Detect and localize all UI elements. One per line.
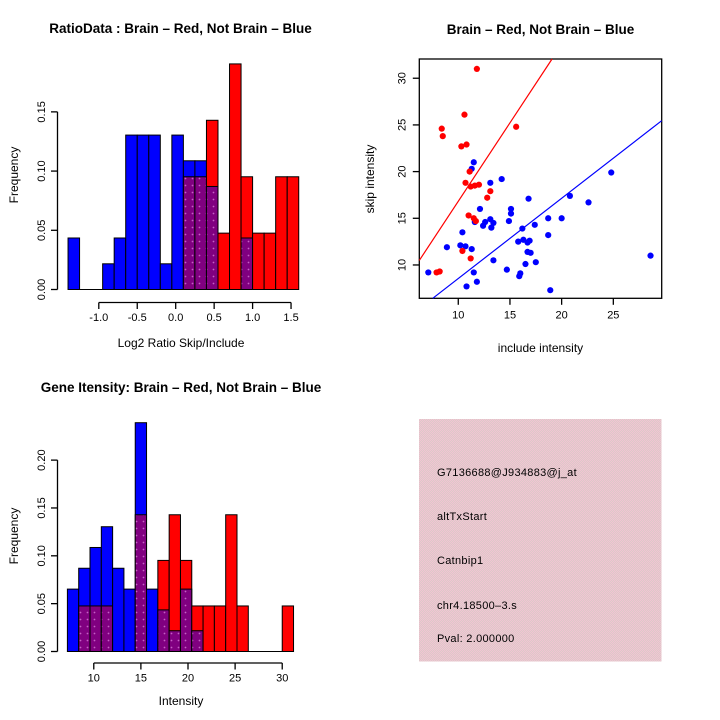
brain-point: [474, 66, 480, 72]
ratio-histogram-xlabel: Log2 Ratio Skip/Include: [117, 336, 245, 350]
red-hist-bar: [226, 515, 237, 652]
info-box-background: [419, 419, 662, 662]
not-brain-point: [425, 269, 431, 275]
panel-scatter: [363, 22, 662, 355]
gene-histogram-plot-area: [36, 423, 294, 685]
not-brain-point: [490, 257, 496, 263]
not-brain-point: [506, 218, 512, 224]
not-brain-point: [444, 244, 450, 250]
event-type-text: altTxStart: [437, 511, 488, 523]
gene-histogram-title: Gene Itensity: Brain – Red, Not Brain – Blue: [40, 380, 322, 395]
locus-text: chr4.18500–3.s: [437, 600, 518, 612]
y-tick-label: 10: [396, 258, 409, 272]
not-brain-point: [480, 223, 486, 229]
not-brain-point: [559, 215, 565, 221]
scatter-xlabel: include intensity: [497, 341, 584, 355]
overlap-hist-bar: [192, 631, 203, 652]
y-tick-label: 30: [396, 72, 409, 85]
not-brain-point: [499, 176, 505, 182]
not-brain-point: [463, 283, 469, 289]
scatter-plot-area: [397, 59, 662, 321]
not-brain-point: [469, 246, 475, 252]
not-brain-point: [516, 273, 522, 279]
blue-hist-bar: [149, 135, 161, 289]
y-tick-label: 15: [396, 212, 409, 225]
ratio-histogram-plot-area: [36, 64, 299, 324]
y-tick-label: 0.20: [36, 449, 48, 471]
x-tick-label: 20: [555, 309, 568, 322]
brain-fit-line: [419, 59, 552, 260]
overlap-hist-bar: [169, 631, 180, 652]
not-brain-point: [647, 253, 653, 259]
blue-hist-bar: [67, 589, 78, 651]
brain-point: [487, 188, 493, 194]
x-tick-label: 25: [228, 672, 242, 685]
plot-box: [419, 59, 661, 298]
x-tick-label: 0.0: [168, 312, 184, 324]
not-brain-point: [504, 267, 510, 273]
not-brain-point: [525, 196, 531, 202]
not-brain-point: [488, 225, 494, 231]
blue-hist-bar: [147, 589, 158, 651]
blue-hist-bar: [114, 238, 126, 290]
x-tick-label: 10: [87, 672, 100, 685]
gene-name-text: Catnbip1: [437, 555, 484, 567]
brain-point: [473, 218, 479, 224]
gene-histogram-xlabel: Intensity: [158, 694, 204, 708]
blue-hist-bar: [68, 238, 80, 290]
not-brain-point: [457, 242, 463, 248]
not-brain-point: [545, 232, 551, 238]
brain-point: [462, 180, 468, 186]
probe-id-text: G7136688@J934883@j_at: [437, 467, 577, 479]
red-hist-bar: [276, 177, 288, 290]
y-tick-label: 0.15: [36, 497, 48, 519]
y-tick-label: 20: [396, 165, 409, 178]
x-tick-label: 1.5: [283, 312, 299, 324]
brain-point: [439, 126, 445, 132]
red-hist-bar: [203, 606, 214, 652]
y-tick-label: 0.15: [36, 101, 48, 123]
blue-hist-bar: [126, 135, 138, 289]
not-brain-point: [487, 180, 493, 186]
not-brain-point: [532, 222, 538, 228]
red-hist-bar: [287, 177, 299, 290]
panel-gene-histogram: [7, 380, 322, 708]
not-brain-point: [608, 169, 614, 175]
x-tick-label: 30: [276, 672, 289, 685]
blue-hist-bar: [172, 135, 184, 289]
x-tick-label: 15: [503, 309, 517, 322]
brain-point: [433, 269, 439, 275]
y-tick-label: 0.05: [36, 219, 48, 242]
y-tick-label: 0.10: [36, 160, 48, 182]
red-hist-bar: [253, 233, 265, 289]
overlap-hist-bar: [206, 186, 218, 289]
x-tick-label: 20: [181, 672, 195, 685]
red-hist-bar: [218, 233, 230, 289]
brain-point: [513, 124, 519, 130]
overlap-hist-bar: [195, 177, 207, 290]
red-hist-bar: [230, 64, 242, 290]
not-brain-point: [471, 159, 477, 165]
not-brain-point: [508, 211, 514, 217]
not-brain-point: [522, 261, 528, 267]
y-tick-label: 0.00: [36, 278, 48, 301]
brain-point: [459, 248, 465, 254]
not-brain-point: [474, 279, 480, 285]
not-brain-point: [515, 239, 521, 245]
scatter-title: Brain – Red, Not Brain – Blue: [446, 22, 635, 37]
pval-text: Pval: 2.000000: [437, 633, 515, 645]
y-tick-label: 0.05: [36, 592, 48, 615]
ratio-histogram-title: RatioData : Brain – Red, Not Brain – Blue: [49, 21, 312, 36]
overlap-hist-bar: [183, 177, 195, 290]
red-hist-bar: [237, 606, 248, 652]
not-brain-point: [459, 229, 465, 235]
blue-hist-bar: [113, 568, 124, 651]
overlap-hist-bar: [101, 606, 112, 652]
x-tick-label: 10: [452, 309, 465, 322]
x-tick-label: 15: [134, 672, 148, 685]
red-hist-bar: [282, 606, 293, 652]
x-tick-label: -0.5: [127, 312, 147, 324]
red-hist-bar: [214, 606, 225, 652]
x-tick-label: 1.0: [244, 312, 261, 324]
blue-hist-bar: [103, 264, 115, 290]
panel-info-box: [419, 419, 662, 662]
not-brain-point: [524, 239, 530, 245]
not-brain-point: [533, 259, 539, 265]
overlap-hist-bar: [241, 238, 253, 290]
x-tick-label: 25: [607, 309, 620, 322]
not-brain-point: [471, 269, 477, 275]
brain-point: [476, 182, 482, 188]
not-brain-point: [547, 287, 553, 293]
not-brain-point: [585, 199, 591, 205]
y-tick-label: 25: [396, 118, 409, 132]
blue-hist-bar: [137, 135, 149, 289]
not-brain-point: [477, 206, 483, 212]
brain-point: [484, 195, 490, 201]
overlap-hist-bar: [79, 606, 90, 652]
blue-hist-bar: [160, 264, 172, 290]
ratio-histogram-ylabel: Frequency: [7, 146, 21, 204]
x-tick-label: -1.0: [89, 312, 109, 324]
brain-point: [458, 143, 464, 149]
gene-histogram-ylabel: Frequency: [7, 507, 21, 565]
overlap-hist-bar: [158, 610, 169, 652]
not-brain-point: [528, 250, 534, 256]
y-tick-label: 0.10: [36, 545, 48, 567]
y-tick-label: 0.00: [36, 640, 48, 663]
red-hist-bar: [264, 233, 276, 289]
brain-point: [467, 169, 473, 175]
brain-point: [461, 112, 467, 118]
x-tick-label: 0.5: [206, 312, 222, 324]
overlap-hist-bar: [135, 515, 146, 652]
not-brain-point: [545, 215, 551, 221]
overlap-hist-bar: [90, 606, 101, 652]
panel-ratio-histogram: [7, 21, 312, 350]
blue-hist-bar: [124, 589, 135, 651]
overlap-hist-bar: [180, 589, 191, 651]
brain-point: [440, 133, 446, 139]
brain-point: [468, 255, 474, 261]
scatter-ylabel: skip intensity: [363, 144, 377, 214]
